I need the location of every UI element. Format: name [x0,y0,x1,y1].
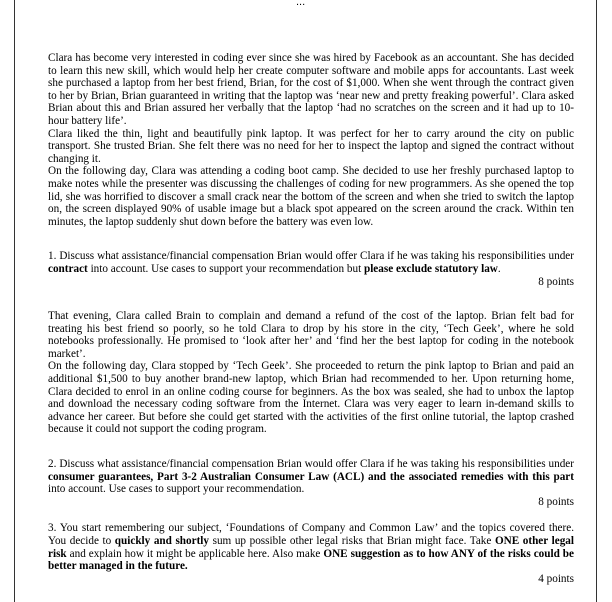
question-3-bold-quickly: quickly and shortly [114,535,210,547]
question-3-text-c: and explain how it might be applicable here. Also make [66,547,324,560]
question-1-bold-exclude: please exclude statutory law [363,262,498,275]
page-edge-left [14,0,15,602]
question-1-text-b: into account. Use cases to support your recommendation but [87,262,364,275]
top-strip [0,0,612,6]
question-3-text-a: 3. You start remembering our subject, ‘Foundations of Company and Common Law’ and the topics covered there. You decide to [48,522,574,547]
scenario-paragraph-3: On the following day, Clara was attending a coding boot camp. She decided to use her freshly purchased laptop to make notes while the presenter was discussing the challenges of coding for new programmers. As she opened the top lid, she was horrified to discover a small crack near the bottom of the screen and when she tried to switch the laptop on, the screen displayed 90% of usable image but a black spot appeared on the screen around the crack. Within ten minutes, the laptop suddenly shut down before the battery was even low. [48,165,574,228]
question-2-points: 8 points [538,495,574,508]
question-1 [48,250,574,275]
question-3-bold-suggestion: ONE suggestion as to how ANY of the risks could be better managed in the future. [48,547,574,573]
question-2 [48,458,574,496]
question-1-bold-contract: contract [48,262,88,275]
question-2-text-a: 2. Discuss what assistance/financial compensation Brian would offer Clara if he was taking his responsibilities under [48,458,574,471]
page-edge-right [596,0,597,602]
question-2-bold-acl: consumer guarantees, Part 3-2 Australian Consumer Law (ACL) and the associated remedies with this part [48,470,574,483]
question-3 [48,522,574,572]
question-3-points: 4 points [538,572,574,585]
question-1-text-a: 1. Discuss what assistance/financial compensation Brian would offer Clara if he was taking his responsibilities under [48,250,574,263]
question-3-bold-risk: ONE other legal risk [48,535,574,560]
question-3-text-b: sum up possible other legal risks that Brian might face. Take [209,535,495,547]
scenario2-paragraph-1: That evening, Clara called Brain to complain and demand a refund of the cost of the laptop. Brian felt bad for treating his best friend so poorly, so he told Clara to drop by his store in the city, ‘Tech Geek’, where he sold notebooks professionally. He promised to ‘look after her’ and ‘find her the best laptop for coding in the notebook market’. [48,310,574,360]
top-fragment: ... [296,0,306,8]
scenario-paragraph-2: Clara liked the thin, light and beautifully pink laptop. It was perfect for her to carry around the city on public transport. She trusted Brian. She felt there was no need for her to inspect the laptop and signed the contract without changing it. [48,127,574,165]
document-body [48,52,574,585]
question-1-text-c: . [497,262,501,275]
scenario2-paragraph-2: On the following day, Clara stopped by ‘Tech Geek’. She proceeded to return the pink laptop to Brian and paid an additional $1,500 to buy another brand-new laptop, which Brian had recommended to her. Upon returning home, Clara decided to enrol in an online coding course for beginners. As the box was sealed, she had to unbox the laptop and download the necessary coding software from the Internet. Clara was very eager to learn in-demand skills to advance her career. But before she could get started with the activities of the first online tutorial, the laptop crashed because it could not support the coding program. [48,360,574,436]
question-2-text-b: into account. Use cases to support your recommendation. [48,483,305,496]
scenario-paragraph-1: Clara has become very interested in coding ever since she was hired by Facebook as an accountant. She has decided to learn this new skill, which would help her create computer software and mobile apps for accountants. Last week she purchased a laptop from her best friend, Brian, for the cost of $1,000. When she went through the contract given to her by Brian, Brian guaranteed in writing that the laptop was ‘near new and pretty freaking powerful’. Clara asked Brian about this and Brian assured her verbally that the laptop ‘had no scratches on the screen and it had up to 10-hour battery life’. [48,52,574,127]
question-1-points: 8 points [538,275,574,288]
